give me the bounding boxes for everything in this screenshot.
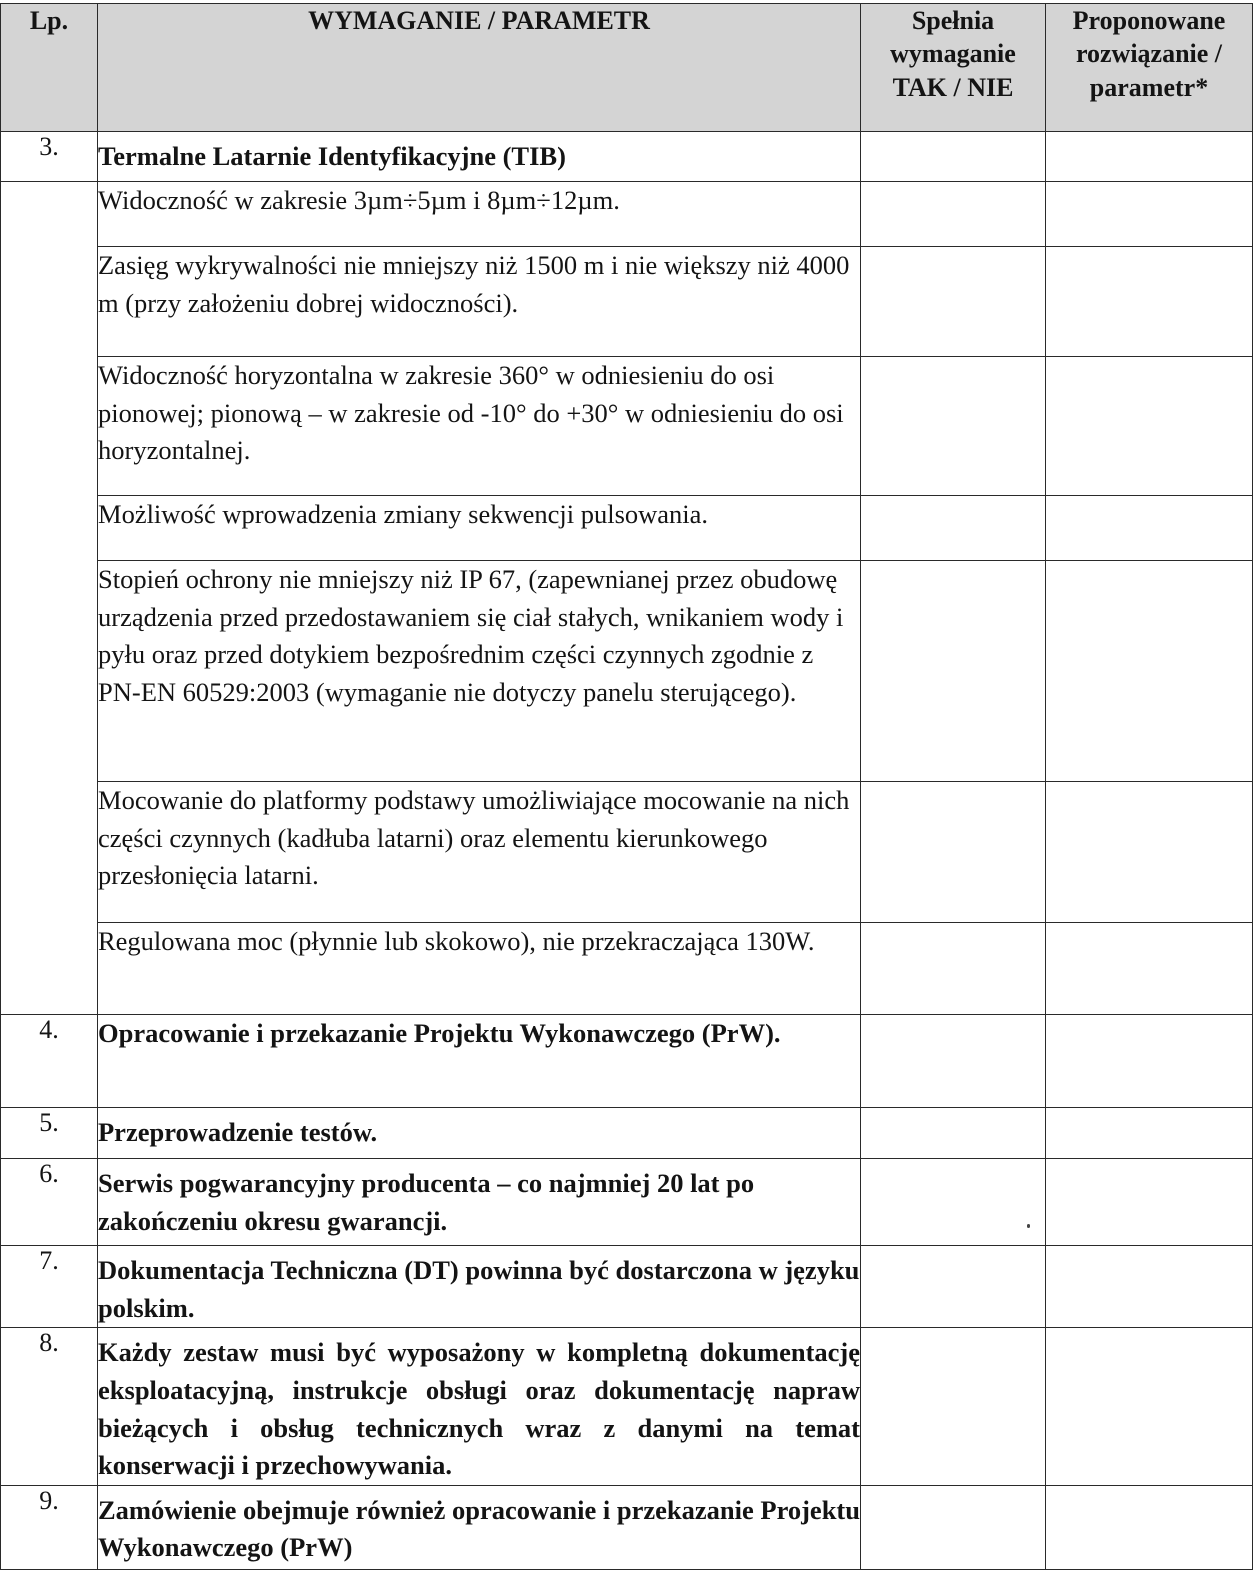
proposed-cell[interactable]: [1046, 1246, 1253, 1328]
proposed-cell[interactable]: [1046, 923, 1253, 1015]
row-requirement: Przeprowadzenie testów.: [98, 1108, 861, 1159]
table-row: [1, 132, 1253, 182]
proposed-cell[interactable]: [1046, 561, 1253, 782]
row-requirement: Widoczność w zakresie 3µm÷5µm i 8µm÷12µm.: [98, 182, 861, 247]
table-row: [1, 1159, 1253, 1246]
compliance-cell[interactable]: [861, 1159, 1046, 1246]
compliance-cell[interactable]: [861, 1328, 1046, 1486]
row-lp-merged: [1, 182, 98, 1015]
row-requirement: Stopień ochrony nie mniejszy niż IP 67, (zapewnianej przez obudowę urządzenia przed przedostawaniem się ciał stałych, wnikaniem wody i pyłu oraz przed dotykiem bezpośrednim części czynnych zgodnie z PN-EN 60529:2003 (wymaganie nie dotyczy panelu sterującego).: [98, 561, 861, 782]
header-requirement: WYMAGANIE / PARAMETR: [98, 4, 861, 132]
compliance-cell[interactable]: [861, 1108, 1046, 1159]
header-proposed-line: parametr*: [1089, 72, 1209, 102]
compliance-cell[interactable]: [861, 1246, 1046, 1328]
header-compliance-line: wymaganie: [890, 39, 1016, 69]
header-compliance: [861, 4, 1046, 132]
table-header-row: [1, 4, 1253, 132]
row-lp: 8.: [1, 1328, 98, 1486]
compliance-cell[interactable]: [861, 132, 1046, 182]
compliance-cell[interactable]: [861, 182, 1046, 247]
proposed-cell[interactable]: [1046, 1159, 1253, 1246]
scan-speck: [1027, 1224, 1030, 1228]
row-requirement: Mocowanie do platformy podstawy umożliwiające mocowanie na nich części czynnych (kadłuba latarni) oraz elementu kierunkowego przesłonięcia latarni.: [98, 782, 861, 923]
compliance-cell[interactable]: [861, 782, 1046, 923]
row-requirement: Dokumentacja Techniczna (DT) powinna być dostarczona w języku polskim.: [98, 1246, 861, 1328]
proposed-cell[interactable]: [1046, 1015, 1253, 1108]
row-lp: 7.: [1, 1246, 98, 1328]
compliance-cell[interactable]: [861, 561, 1046, 782]
proposed-cell[interactable]: [1046, 496, 1253, 561]
row-requirement: Termalne Latarnie Identyfikacyjne (TIB): [98, 132, 861, 182]
row-requirement: Opracowanie i przekazanie Projektu Wykonawczego (PrW).: [98, 1015, 861, 1108]
proposed-cell[interactable]: [1046, 1108, 1253, 1159]
row-requirement: Widoczność horyzontalna w zakresie 360° w odniesieniu do osi pionowej; pionową – w zakresie od -10° do +30° w odniesieniu do osi horyzontalnej.: [98, 357, 861, 496]
proposed-cell[interactable]: [1046, 247, 1253, 357]
row-requirement: Zamówienie obejmuje również opracowanie i przekazanie Projektu Wykonawczego (PrW): [98, 1485, 861, 1569]
compliance-cell[interactable]: [861, 1015, 1046, 1108]
table-row: [1, 357, 1253, 496]
compliance-cell[interactable]: [861, 923, 1046, 1015]
proposed-cell[interactable]: [1046, 782, 1253, 923]
table-row: [1, 1108, 1253, 1159]
row-requirement: Możliwość wprowadzenia zmiany sekwencji pulsowania.: [98, 496, 861, 561]
row-lp: 5.: [1, 1108, 98, 1159]
proposed-cell[interactable]: [1046, 357, 1253, 496]
compliance-cell[interactable]: [861, 357, 1046, 496]
row-lp: 4.: [1, 1015, 98, 1108]
compliance-cell[interactable]: [861, 496, 1046, 561]
header-proposed-line: Proponowane: [1072, 6, 1226, 35]
proposed-cell[interactable]: [1046, 1485, 1253, 1569]
compliance-cell[interactable]: [861, 247, 1046, 357]
row-lp: 3.: [1, 132, 98, 182]
table-row: [1, 1246, 1253, 1328]
table-row: [1, 247, 1253, 357]
row-lp: 9.: [1, 1485, 98, 1569]
proposed-cell[interactable]: [1046, 1328, 1253, 1486]
table-row: [1, 1328, 1253, 1486]
table-row: [1, 1485, 1253, 1569]
compliance-cell[interactable]: [861, 1485, 1046, 1569]
header-compliance-line: TAK / NIE: [892, 72, 1014, 102]
header-lp: Lp.: [1, 4, 98, 132]
row-lp: 6.: [1, 1159, 98, 1246]
row-requirement: Regulowana moc (płynnie lub skokowo), nie przekraczająca 130W.: [98, 923, 861, 1015]
table-row: [1, 561, 1253, 782]
proposed-cell[interactable]: [1046, 182, 1253, 247]
row-requirement: Każdy zestaw musi być wyposażony w kompletną dokumentację eksploatacyjną, instrukcje obsługi oraz dokumentację napraw bieżących i obsług technicznych wraz z danymi na temat konserwacji i przechowywania.: [98, 1328, 861, 1486]
row-requirement: Zasięg wykrywalności nie mniejszy niż 1500 m i nie większy niż 4000 m (przy założeniu dobrej widoczności).: [98, 247, 861, 357]
proposed-cell[interactable]: [1046, 132, 1253, 182]
header-proposed: [1046, 4, 1253, 132]
table-row: [1, 1015, 1253, 1108]
table-row: [1, 182, 1253, 247]
requirements-table: [0, 3, 1253, 1570]
table-row: [1, 923, 1253, 1015]
table-row: [1, 782, 1253, 923]
row-requirement: Serwis pogwarancyjny producenta – co najmniej 20 lat po zakończeniu okresu gwarancji.: [98, 1159, 861, 1246]
table-row: [1, 496, 1253, 561]
header-compliance-line: Spełnia: [911, 6, 995, 35]
header-proposed-line: rozwiązanie /: [1075, 39, 1223, 69]
